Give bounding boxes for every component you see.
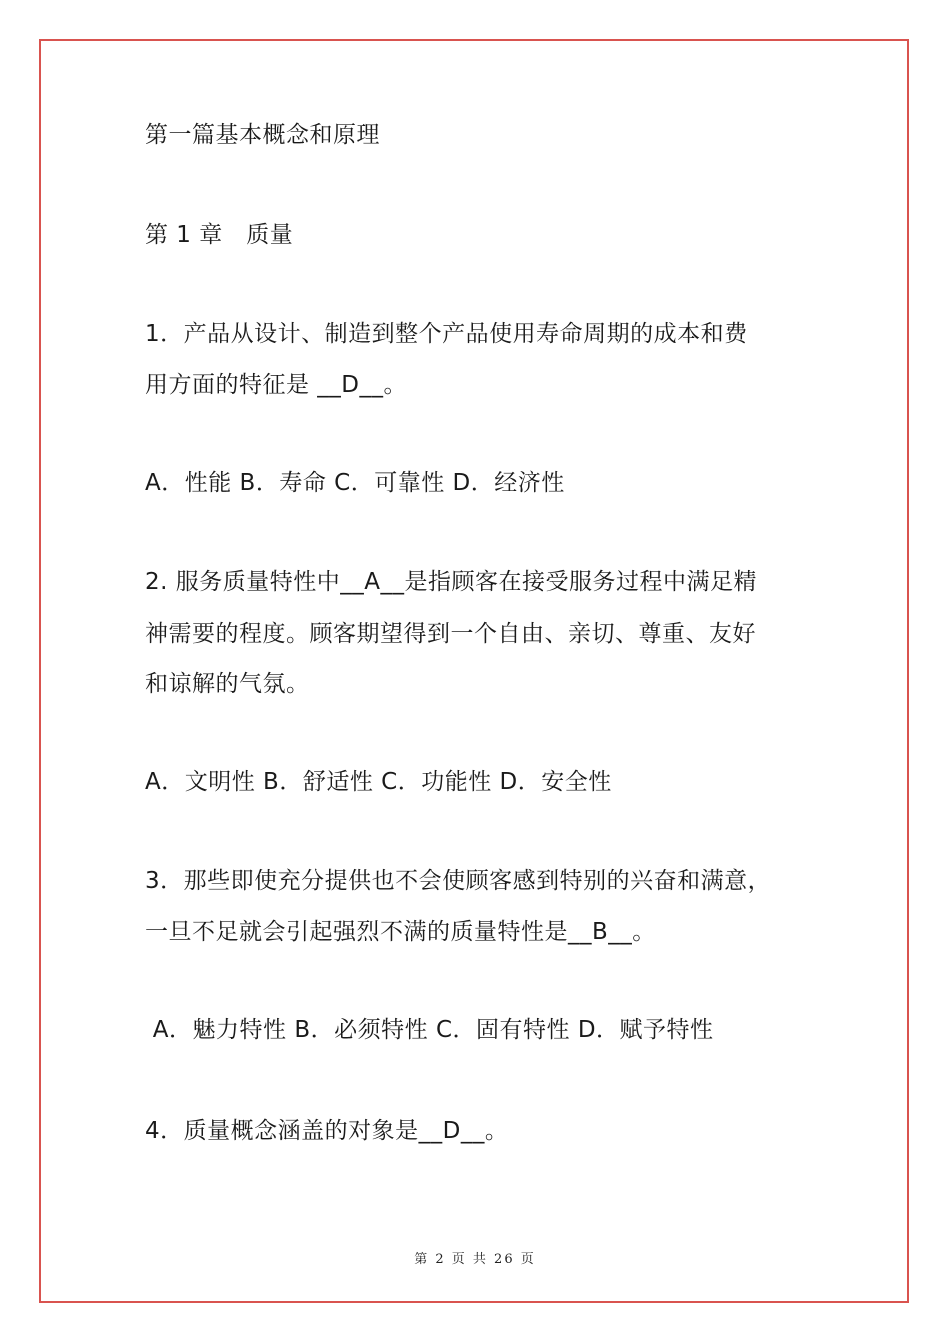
question-1-line-1: 1．产品从设计、制造到整个产品使用寿命周期的成本和费	[145, 321, 748, 347]
question-3-options: A．魅力特性 B．必须特性 C．固有特性 D．赋予特性	[145, 1017, 714, 1043]
question-3-line-2: 一旦不足就会引起强烈不满的质量特性是__B__。	[145, 919, 656, 945]
chapter-title: 第 1 章 质量	[145, 222, 294, 248]
question-2-line-2: 神需要的程度。顾客期望得到一个自由、亲切、尊重、友好	[145, 621, 756, 647]
question-3-line-1: 3．那些即使充分提供也不会使顾客感到特别的兴奋和满意，	[145, 868, 772, 894]
part-title: 第一篇基本概念和原理	[145, 122, 380, 148]
question-1-line-2: 用方面的特征是 __D__。	[145, 372, 408, 398]
page-number-footer: 第 2 页 共 26 页	[414, 1252, 536, 1267]
question-1-options: A．性能 B．寿命 C．可靠性 D．经济性	[145, 470, 565, 496]
question-2-options: A．文明性 B．舒适性 C．功能性 D．安全性	[145, 769, 612, 795]
question-2-line-3: 和谅解的气氛。	[145, 671, 310, 697]
question-4-line-1: 4．质量概念涵盖的对象是__D__。	[145, 1118, 509, 1144]
question-2-line-1: 2. 服务质量特性中__A__是指顾客在接受服务过程中满足精	[145, 569, 757, 595]
